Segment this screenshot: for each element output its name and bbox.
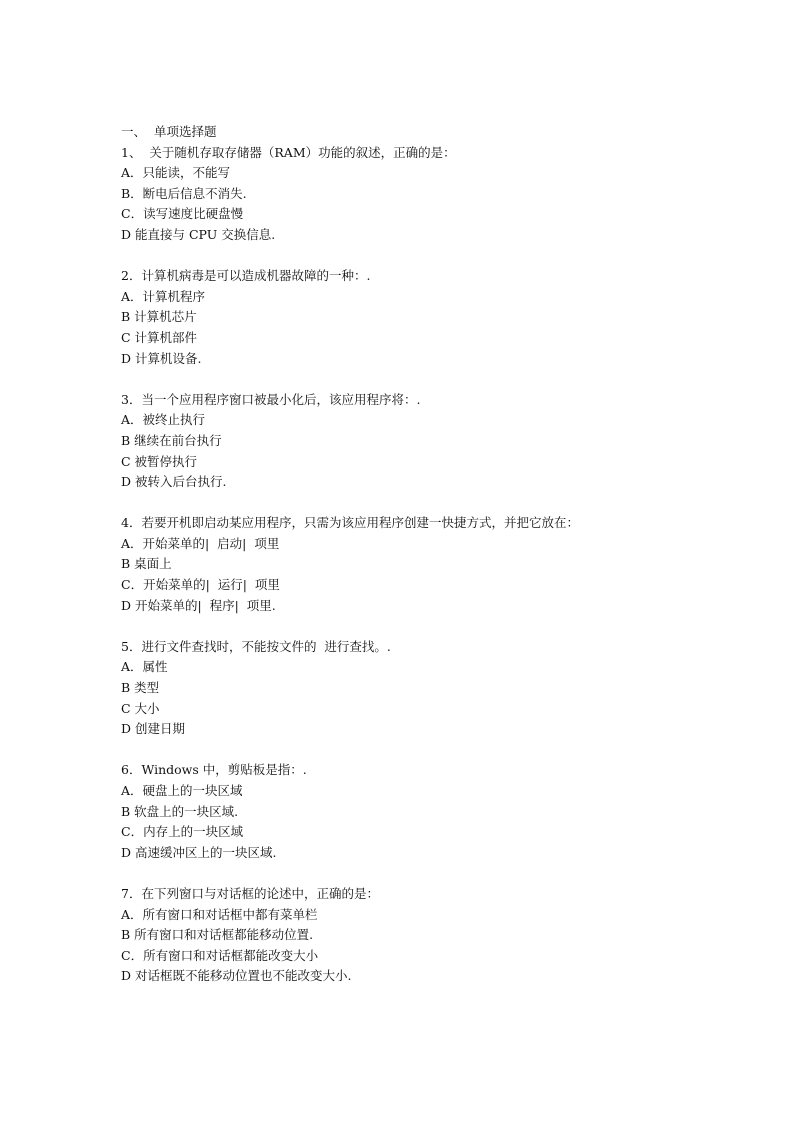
question-4 [121,513,681,616]
question-stem: 3．当一个应用程序窗口被最小化后，该应用程序将：. [121,391,421,407]
option-a: A．只能读，不能写 [121,165,231,181]
option-d: D 对话框既不能移动位置也不能改变大小. [121,968,352,984]
question-7 [121,884,681,987]
option-a: A．所有窗口和对话框中都有菜单栏 [121,906,318,922]
option-d: D 创建日期 [121,721,185,737]
question-3 [121,390,681,493]
question-stem: 4．若要开机即启动某应用程序，只需为该应用程序创建一快捷方式，并把它放在： [121,515,579,531]
question-5 [121,637,681,740]
option-c: C 大小 [121,700,160,716]
question-stem: 6．Windows 中，剪贴板是指：. [121,762,307,778]
option-d: D 计算机设备. [121,350,202,366]
option-c: C．内存上的一块区域 [121,824,244,840]
option-b: B 计算机芯片 [121,309,197,325]
question-1 [121,143,681,246]
option-b: B 软盘上的一块区域. [121,803,239,819]
option-b: B 所有窗口和对话框都能移动位置. [121,927,314,943]
option-c: C．所有窗口和对话框都能改变大小 [121,947,319,963]
option-d: D 被转入后台执行. [121,474,227,490]
option-b: B 桌面上 [121,556,172,572]
question-stem: 1、 关于随机存取存储器（RAM）功能的叙述，正确的是： [121,144,456,160]
option-b: B 继续在前台执行 [121,432,222,448]
option-a: A．开始菜单的| 启动| 项里 [121,535,280,551]
question-stem: 2．计算机病毒是可以造成机器故障的一种：. [121,268,371,284]
option-c: C．读写速度比硬盘慢 [121,206,244,222]
option-a: A．计算机程序 [121,288,206,304]
option-c: C 被暂停执行 [121,453,198,469]
question-6 [121,760,681,863]
option-c: C．开始菜单的| 运行| 项里 [121,577,280,593]
question-stem: 5．进行文件查找时，不能按文件的 进行查找。. [121,638,391,654]
option-d: D 开始菜单的| 程序| 项里. [121,597,276,613]
option-d: D 高速缓冲区上的一块区域. [121,844,277,860]
option-d: D 能直接与 CPU 交换信息. [121,226,276,242]
option-c: C 计算机部件 [121,329,198,345]
option-a: A．硬盘上的一块区域 [121,783,243,798]
question-list [121,122,681,987]
option-b: B 类型 [121,680,160,696]
option-a: A．属性 [121,659,168,675]
question-stem: 7．在下列窗口与对话框的论述中，正确的是： [121,885,379,901]
option-a: A．被终止执行 [121,412,206,428]
section-title: 一、 单项选择题 [121,124,217,139]
option-b: B．断电后信息不消失. [121,185,247,201]
question-2 [121,266,681,369]
